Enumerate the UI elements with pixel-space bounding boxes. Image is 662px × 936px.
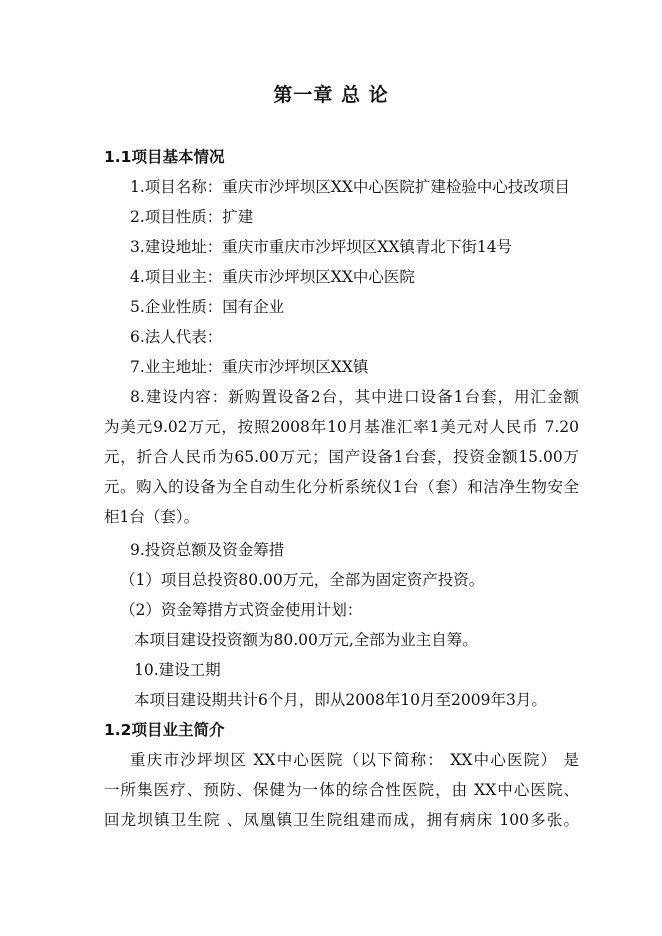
- item-project-name: 1.项目名称：重庆市沙坪坝区XX中心医院扩建检验中心技改项目: [130, 178, 570, 196]
- item-construction-address: 3.建设地址：重庆市重庆市沙坪坝区XX镇青北下街14号: [130, 238, 513, 256]
- section-heading-1-1: 1.1项目基本情况: [104, 148, 225, 166]
- item-legal-representative: 6.法人代表：: [130, 328, 223, 346]
- item-owner-address: 7.业主地址：重庆市沙坪坝区XX镇: [130, 358, 369, 376]
- investment-sub-2: （2）资金筹措方式资金使用计划：: [120, 601, 363, 619]
- item-project-nature: 2.项目性质：扩建: [130, 208, 254, 226]
- owner-intro-line: 回龙坝镇卫生院 、凤凰镇卫生院组建而成，拥有病床 100多张。: [104, 811, 579, 829]
- item-construction-content-line: 元，折合人民币为65.00万元；国产设备1台套，投资金额15.00万: [104, 448, 579, 466]
- owner-intro-line: 重庆市沙坪坝区 XX中心医院（以下简称： XX中心医院） 是: [130, 751, 579, 769]
- investment-sub-1: （1）项目总投资80.00万元，全部为固定资产投资。: [120, 571, 485, 589]
- item-enterprise-nature: 5.企业性质：国有企业: [130, 298, 285, 316]
- item-construction-content-line: 8.建设内容：新购置设备2台，其中进口设备1台套，用汇金额: [130, 388, 579, 406]
- item-project-owner: 4.项目业主：重庆市沙坪坝区XX中心医院: [130, 268, 415, 286]
- investment-text: 本项目建设投资额为80.00万元,全部为业主自筹。: [134, 631, 478, 649]
- construction-period-text: 本项目建设期共计6个月，即从2008年10月至2009年3月。: [134, 691, 547, 709]
- item-construction-content-line: 柜1台（套）。: [104, 508, 200, 526]
- item-construction-content-line: 为美元9.02万元，按照2008年10月基准汇率1美元对人民币 7.20: [104, 418, 579, 436]
- item-construction-period-heading: 10.建设工期: [134, 661, 221, 679]
- owner-intro-line: 一所集医疗、预防、保健为一体的综合性医院，由 XX中心医院、: [104, 781, 579, 799]
- chapter-title: 第一章 总 论: [273, 84, 389, 106]
- item-construction-content-line: 元。购入的设备为全自动生化分析系统仪1台（套）和洁净生物安全: [104, 478, 579, 496]
- section-heading-1-2: 1.2项目业主简介: [104, 721, 225, 739]
- item-investment-heading: 9.投资总额及资金筹措: [130, 541, 285, 559]
